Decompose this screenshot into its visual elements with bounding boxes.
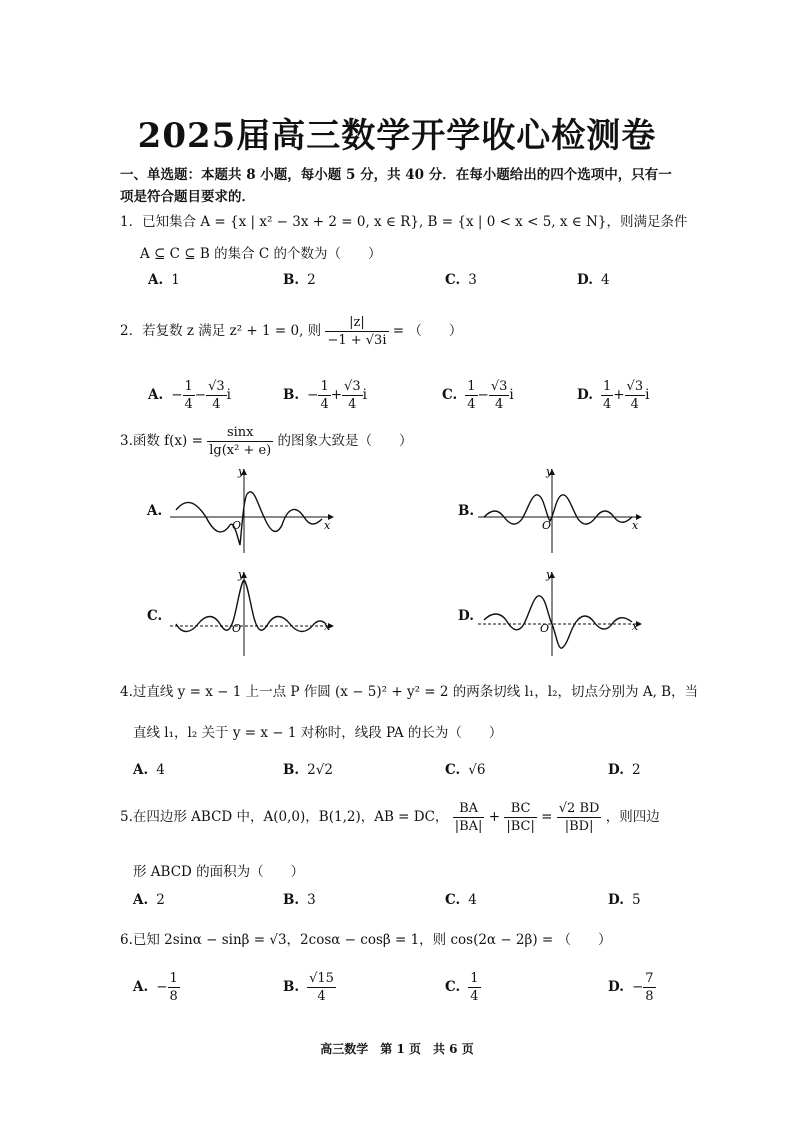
question-5-option-d: D. 5 [608, 892, 641, 908]
question-1-option-c: C. 3 [445, 272, 477, 288]
question-5-fraction-ba: $\frac{BA}{|BA|}$ [454, 801, 483, 834]
question-2-suffix: = （ ） [392, 323, 463, 339]
question-4-option-b: B. 2√2 [283, 762, 333, 778]
question-3-prefix: 3.函数 f(x) = [120, 433, 203, 449]
question-6-option-a: A. − $\frac{1}{8}$ [133, 971, 178, 1004]
question-1-option-b: B. 2 [283, 272, 316, 288]
question-6-option-c: C. $\frac{1}{4}$ [445, 971, 479, 1004]
question-5-option-b: B. 3 [283, 892, 316, 908]
section-header-line1: 一、单选题：本题共 8 小题，每小题 5 分，共 40 分．在每小题给出的四个选项中，只有一 [120, 167, 672, 183]
question-4-option-c: C. √6 [445, 762, 486, 778]
question-2-stem [120, 314, 462, 349]
question-3-suffix: 的图象大致是（ ） [277, 433, 413, 449]
question-1-line2: A ⊆ C ⊆ B 的集合 C 的个数为（ ） [140, 246, 382, 262]
page-footer: 高三数学 第 1 页 共 6 页 [320, 1042, 474, 1056]
question-2-option-b: B. − $\frac{1}{4}$ + $\frac{√3}{4}$ i [283, 379, 367, 412]
svg-text:O: O [542, 519, 552, 532]
question-5-equals: = [541, 809, 553, 825]
question-5-line2: 形 ABCD 的面积为（ ） [133, 864, 305, 880]
question-1-line1: 1．已知集合 A = {x | x² − 3x + 2 = 0, x ∈ R}, B = {x | 0 < x < 5, x ∈ N}，则满足条件 [120, 214, 688, 230]
svg-text:x: x [324, 519, 331, 532]
question-4-line2: 直线 l₁，l₂ 关于 y = x − 1 对称时，线段 PA 的长为（ ） [133, 725, 503, 741]
section-header-line2: 项是符合题目要求的． [120, 189, 255, 205]
question-5-option-c: C. 4 [445, 892, 477, 908]
svg-text:O: O [232, 622, 242, 635]
question-2-option-d: D. $\frac{1}{4}$ + $\frac{√3}{4}$ i [577, 379, 650, 412]
question-6-option-b: B. $\frac{√15}{4}$ [283, 971, 334, 1004]
question-5-prefix: 5.在四边形 ABCD 中，A(0,0)，B(1,2)，AB = DC， [120, 809, 449, 825]
graph-d-label: D. [458, 608, 474, 624]
svg-text:y: y [546, 568, 553, 581]
svg-text:y: y [238, 465, 245, 478]
question-2-option-c: C. $\frac{1}{4}$ − $\frac{√3}{4}$ i [442, 379, 514, 412]
question-5-fraction-bd: $\frac{√2 BD}{|BD|}$ [558, 801, 600, 834]
graph-c [168, 568, 338, 658]
graph-d [476, 568, 646, 658]
question-4-option-a: A. 4 [133, 762, 165, 778]
question-5-suffix: ，则四边 [605, 809, 660, 825]
question-3-stem [120, 424, 413, 459]
question-4-line1: 4.过直线 y = x − 1 上一点 P 作圆 (x − 5)² + y² = 2 的两条切线 l₁，l₂，切点分别为 A, B，当 [120, 684, 699, 700]
graph-c-label: C. [147, 608, 163, 624]
question-2-prefix: 2．若复数 z 满足 z² + 1 = 0, 则 [120, 323, 322, 339]
graph-b [476, 465, 646, 555]
svg-text:y: y [546, 465, 553, 478]
graph-a [168, 465, 338, 555]
svg-text:x: x [632, 620, 639, 633]
question-5-stem [120, 800, 660, 835]
question-5-fraction-bc: $\frac{BC}{|BC|}$ [506, 801, 535, 834]
question-2-fraction: $\frac{|z|}{-1 + √3i}$ [327, 315, 387, 348]
question-1-option-d: D. 4 [577, 272, 610, 288]
page-title: 2025届高三数学开学收心检测卷 [137, 116, 657, 156]
question-4-option-d: D. 2 [608, 762, 641, 778]
question-6-option-d: D. − $\frac{7}{8}$ [608, 971, 654, 1004]
question-6-line1: 6.已知 2sinα − sinβ = √3，2cosα − cosβ = 1，则 cos(2α − 2β) = （ ） [120, 932, 612, 948]
question-5-plus: + [488, 809, 501, 825]
question-2-option-a: A. − $\frac{1}{4}$ − $\frac{√3}{4}$ i [148, 379, 231, 412]
graph-b-label: B. [458, 503, 475, 519]
svg-text:y: y [238, 568, 245, 581]
svg-text:x: x [324, 620, 331, 633]
svg-text:x: x [632, 519, 639, 532]
svg-text:O: O [540, 622, 550, 635]
graph-a-label: A. [147, 503, 163, 519]
question-5-option-a: A. 2 [133, 892, 165, 908]
svg-text:O: O [232, 519, 242, 532]
question-1-option-a: A. 1 [148, 272, 180, 288]
question-3-fraction: $\frac{\sin x}{\text{lg(x² + e)}}$ [209, 425, 272, 458]
